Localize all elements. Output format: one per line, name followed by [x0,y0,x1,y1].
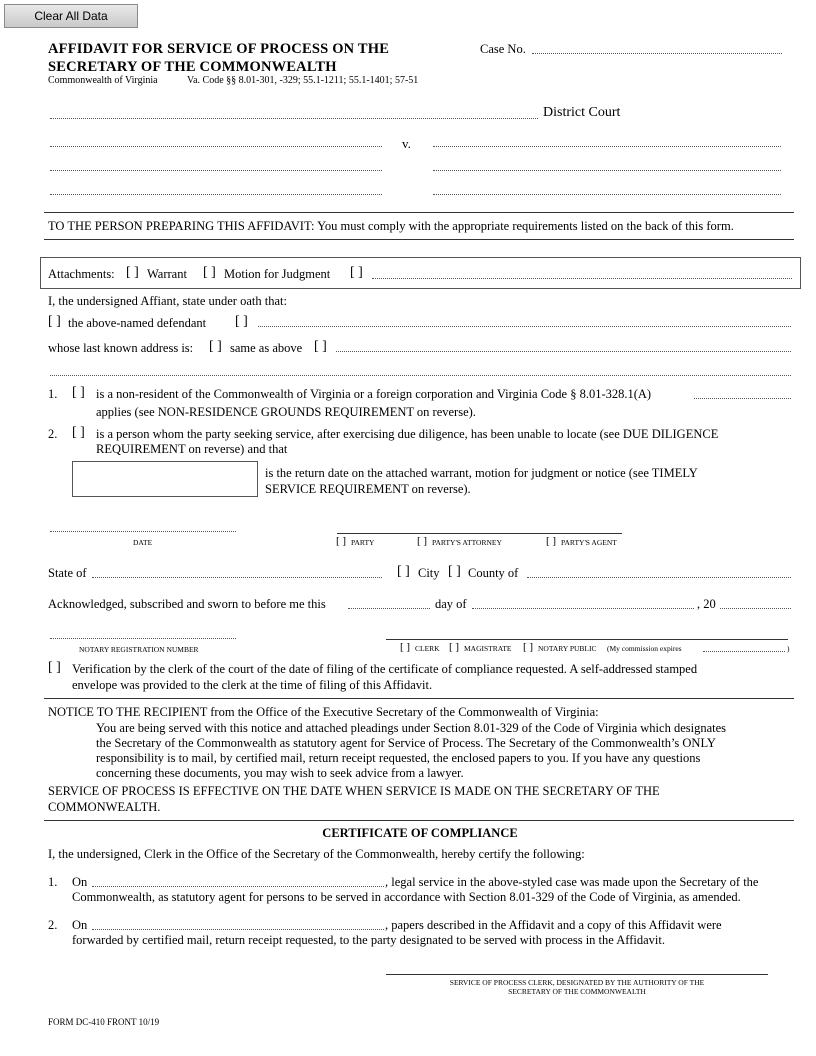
date-field[interactable] [50,531,236,532]
clerk-label: CLERK [415,644,440,653]
verification-checkbox[interactable]: [ ] [48,660,61,675]
attachments-label: Attachments: [48,267,115,281]
form-title-line2: SECRETARY OF THE COMMONWEALTH [48,59,337,75]
other-attachment-checkbox[interactable]: [ ] [350,265,363,280]
address-field-1[interactable] [336,351,791,352]
day-field[interactable] [348,608,430,609]
notice-line-1: You are being served with this notice and attached pleadings under Section 8.01-329 of the Code of Virginia which designates [96,721,727,735]
agent-checkbox[interactable]: [ ] [546,535,557,547]
city-label: City [418,566,440,580]
cert-item-1-text-cont: Commonwealth, as statutory agent for persons to be served in accordance with Section 8.01-329 of the Code of Virginia, as amended. [72,890,741,904]
divider [44,698,794,699]
versus-label: v. [402,136,411,151]
certificate-intro: I, the undersigned, Clerk in the Office of the Secretary of the Commonwealth, hereby certify the following: [48,847,585,861]
magistrate-label: MAGISTRATE [464,644,512,653]
service-date-field[interactable] [92,886,384,887]
due-diligence-checkbox[interactable]: [ ] [72,425,85,440]
other-party-checkbox[interactable]: [ ] [235,314,248,329]
cert-item-1-on: On [72,875,88,889]
other-attachment-field[interactable] [372,278,792,279]
form-title-line1: AFFIDAVIT FOR SERVICE OF PROCESS ON THE [48,41,390,57]
same-address-checkbox[interactable]: [ ] [209,339,222,354]
case-no-label: Case No. [480,42,526,56]
item-1-field[interactable] [694,398,791,399]
commission-expires-field[interactable] [703,651,785,652]
clerk-signature-label-cont: SECRETARY OF THE COMMONWEALTH [508,987,646,996]
cert-item-2-text-cont: forwarded by certified mail, return receipt requested, to the party designated to be served with process in the Affidavit. [72,933,665,947]
verification-text: Verification by the clerk of the court of the date of filing of the certificate of compliance requested. A self-addressed stamped [72,662,698,676]
plaintiff-field-2[interactable] [50,170,382,171]
month-field[interactable] [472,608,694,609]
return-date-text-cont: SERVICE REQUIREMENT on reverse). [265,482,471,496]
notice-heading: NOTICE TO THE RECIPIENT from the Office of the Executive Secretary of the Commonwealth of Virginia: [48,705,599,719]
state-field[interactable] [92,577,382,578]
mailing-date-field[interactable] [92,929,384,930]
oath-intro: I, the undersigned Affiant, state under oath that: [48,294,287,308]
form-number: FORM DC-410 FRONT 10/19 [48,1017,160,1027]
agent-label: PARTY'S AGENT [561,538,617,547]
acknowledged-label: Acknowledged, subscribed and sworn to before me this [48,597,326,611]
defendant-field-3[interactable] [433,194,781,195]
party-checkbox[interactable]: [ ] [336,535,347,547]
nonresident-checkbox[interactable]: [ ] [72,385,85,400]
certificate-heading: CERTIFICATE OF COMPLIANCE [322,826,518,840]
date-label: DATE [133,538,153,547]
warrant-checkbox[interactable]: [ ] [126,265,139,280]
year-field[interactable] [720,608,791,609]
defendant-checkbox[interactable]: [ ] [48,314,61,329]
warrant-label: Warrant [147,267,187,281]
same-address-label: same as above [230,341,303,355]
address-label: whose last known address is: [48,341,194,355]
motion-checkbox[interactable]: [ ] [203,265,216,280]
verification-text-cont: envelope was provided to the clerk at the time of filing of this Affidavit. [72,678,433,692]
day-of-label: day of [435,597,467,611]
clerk-signature-label: SERVICE OF PROCESS CLERK, DESIGNATED BY THE AUTHORITY OF THE [449,978,705,987]
clear-all-data-button[interactable]: Clear All Data [4,4,138,28]
year-label: , 20 [697,597,716,611]
notice-line-4: concerning these documents, you may wish to seek advice from a lawyer. [96,766,464,780]
divider [44,212,794,213]
cert-item-1-number: 1. [48,875,58,889]
divider [44,239,794,240]
district-court-label: District Court [543,105,621,120]
notary-public-checkbox[interactable]: [ ] [523,641,534,653]
attorney-checkbox[interactable]: [ ] [417,535,428,547]
county-label: County of [468,566,519,580]
return-date-text: is the return date on the attached warrant, motion for judgment or notice (see TIMELY [265,466,698,480]
officer-signature-line[interactable] [386,639,788,640]
other-party-field[interactable] [258,326,791,327]
commission-close-paren: ) [787,644,790,653]
item-2-text: is a person whom the party seeking service, after exercising due diligence, has been unable to locate (see DUE DILIGENCE [96,427,719,441]
return-date-field[interactable] [72,461,258,497]
item-1-number: 1. [48,387,58,401]
affiant-signature-line[interactable] [337,533,622,534]
address-field-2[interactable] [50,375,791,376]
plaintiff-field-1[interactable] [50,146,382,147]
cert-item-2-number: 2. [48,918,58,932]
effective-notice-cont: COMMONWEALTH. [48,800,161,814]
attorney-label: PARTY'S ATTORNEY [432,538,502,547]
case-no-field[interactable] [532,53,782,54]
clerk-checkbox[interactable]: [ ] [400,641,411,653]
other-address-checkbox[interactable]: [ ] [314,339,327,354]
item-1-text: is a non-resident of the Commonwealth of Virginia or a foreign corporation and Virginia Code § 8.01-328.1(A) [96,387,652,401]
divider [44,820,794,821]
preparer-instructions: TO THE PERSON PREPARING THIS AFFIDAVIT: You must comply with the appropriate requirements listed on the back of this form. [48,219,734,233]
jurisdiction-label: Commonwealth of Virginia [48,75,158,86]
item-1-text-cont: applies (see NON-RESIDENCE GROUNDS REQUIREMENT on reverse). [96,405,476,419]
effective-notice: SERVICE OF PROCESS IS EFFECTIVE ON THE DATE WHEN SERVICE IS MADE ON THE SECRETARY OF THE [48,784,660,798]
county-checkbox[interactable]: [ ] [448,564,461,579]
magistrate-checkbox[interactable]: [ ] [449,641,460,653]
notary-registration-label: NOTARY REGISTRATION NUMBER [79,645,199,654]
cert-item-2-on: On [72,918,88,932]
cert-item-2-text: , papers described in the Affidavit and a copy of this Affidavit were [385,918,722,932]
state-of-label: State of [48,566,87,580]
city-checkbox[interactable]: [ ] [397,564,410,579]
court-name-field[interactable] [50,118,538,119]
defendant-field-1[interactable] [433,146,781,147]
notice-line-3: responsibility is to mail, by certified mail, return receipt requested, the enclosed papers to you. If you have any questions [96,751,701,765]
county-field[interactable] [527,577,791,578]
item-2-text-cont: REQUIREMENT on reverse) and that [96,442,288,456]
notice-line-2: the Secretary of the Commonwealth as statutory agent for Service of Process. The Secretary of the Commonwealth’s ONLY [96,736,716,750]
motion-label: Motion for Judgment [224,267,331,281]
notary-public-label: NOTARY PUBLIC [538,644,597,653]
code-reference: Va. Code §§ 8.01-301, -329; 55.1-1211; 55.1-1401; 57-51 [187,75,419,86]
cert-item-1-text: , legal service in the above-styled case was made upon the Secretary of the [385,875,759,889]
defendant-field-2[interactable] [433,170,781,171]
commission-expires-label: (My commission expires [607,644,682,653]
item-2-number: 2. [48,427,58,441]
plaintiff-field-3[interactable] [50,194,382,195]
defendant-label: the above-named defendant [68,316,207,330]
party-label: PARTY [351,538,375,547]
notary-registration-field[interactable] [50,638,236,639]
clerk-signature-line[interactable] [386,974,768,975]
